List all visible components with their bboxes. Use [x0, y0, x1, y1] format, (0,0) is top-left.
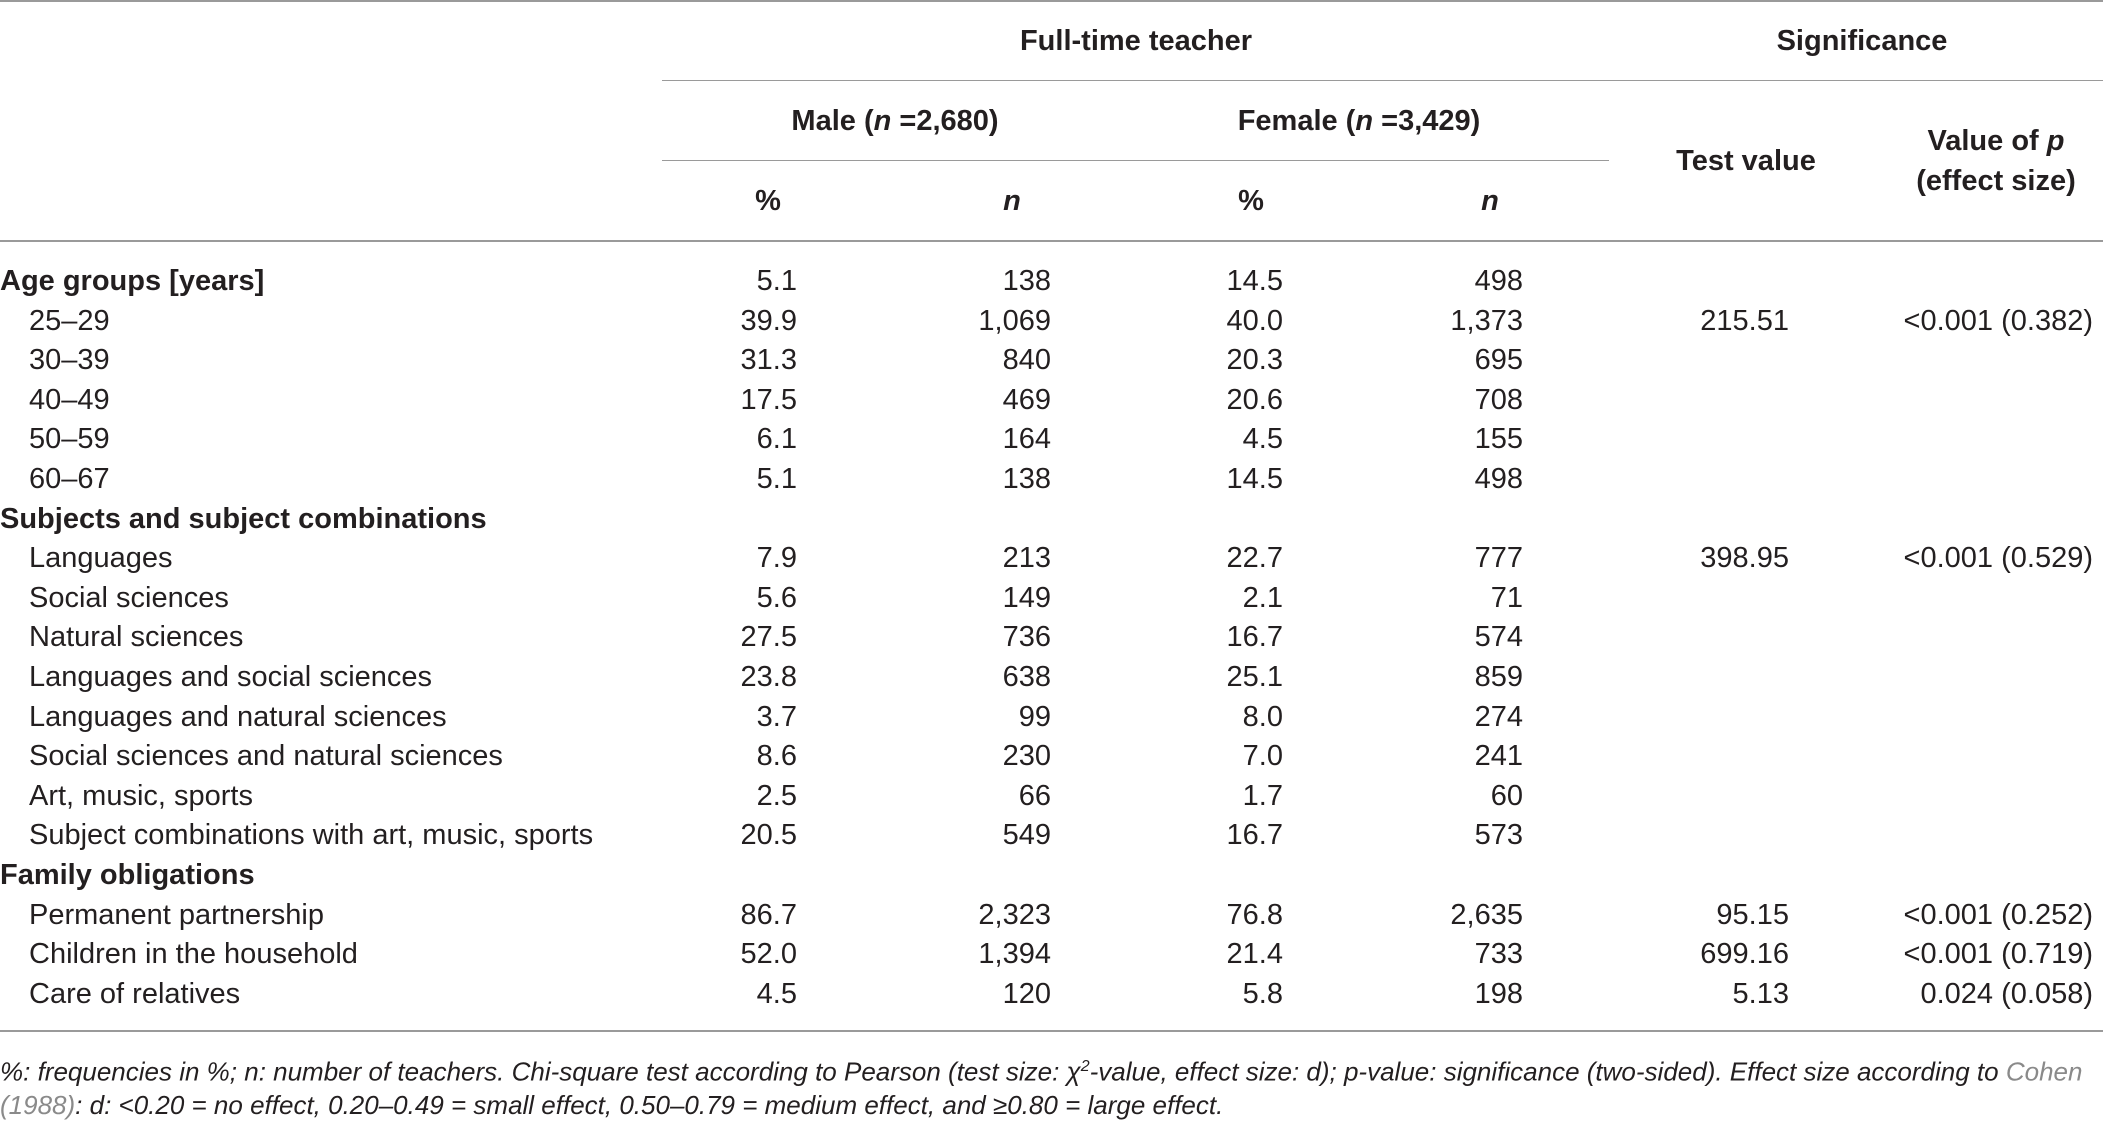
female-pct-cell: 21.4 [1226, 938, 1283, 971]
test-value-cell: 95.15 [1716, 898, 1789, 931]
male-n-cell: 2,323 [978, 898, 1051, 931]
p-value-cell: <0.001 (0.529) [1903, 542, 2093, 575]
male-pct-cell: 2.5 [756, 779, 797, 812]
male-n-cell: 840 [1002, 344, 1051, 377]
row-label: 30–39 [29, 344, 110, 377]
section-label: Age groups [years] [0, 265, 265, 297]
male-pct-cell: 7.9 [756, 542, 797, 575]
female-header: Female (n =3,429) [1237, 105, 1481, 137]
female-n-cell: 708 [1474, 383, 1523, 416]
female-n-cell: 498 [1474, 265, 1523, 297]
female-n-cell: 859 [1474, 661, 1523, 693]
male-n-cell: 1,394 [978, 938, 1051, 971]
male-pct-cell: 4.5 [756, 977, 797, 1010]
female-pct-cell: 1.7 [1242, 779, 1283, 812]
female-pct-cell: 25.1 [1226, 661, 1283, 693]
female-pct-cell: 2.1 [1242, 581, 1283, 614]
value-of-p-header: Value of p [1927, 125, 2065, 157]
male-n-cell: 138 [1002, 463, 1051, 495]
row-label: Languages and natural sciences [29, 700, 447, 733]
row-label: 25–29 [29, 304, 110, 337]
gender-rule [662, 160, 1609, 161]
row-label: Permanent partnership [29, 898, 324, 931]
male-pct-cell: 39.9 [740, 304, 797, 337]
row-label: Languages [29, 542, 173, 575]
female-pct-cell: 16.7 [1226, 621, 1283, 654]
row-label: Care of relatives [29, 977, 241, 1010]
female-pct-cell: 4.5 [1242, 423, 1283, 456]
female-pct-cell: 16.7 [1226, 819, 1283, 852]
female-pct-cell: 14.5 [1226, 463, 1283, 495]
p-value-cell: 0.024 (0.058) [1920, 977, 2093, 1010]
row-label: 40–49 [29, 383, 110, 416]
section-label: Family obligations [0, 859, 255, 891]
male-pct-cell: 6.1 [756, 423, 797, 456]
male-n-cell: 230 [1002, 740, 1051, 773]
female-n-header: n [1481, 185, 1499, 217]
female-pct-header: % [1238, 185, 1264, 217]
female-n-cell: 777 [1474, 542, 1523, 575]
female-n-cell: 498 [1474, 463, 1523, 495]
test-value-cell: 5.13 [1732, 977, 1789, 1010]
row-label: Subject combinations with art, music, sports [29, 819, 594, 852]
male-n-header: n [1003, 185, 1021, 217]
male-n-cell: 99 [1018, 700, 1051, 733]
female-pct-cell: 7.0 [1242, 740, 1283, 773]
p-value-cell: <0.001 (0.382) [1903, 304, 2093, 337]
male-n-cell: 638 [1002, 661, 1051, 693]
male-pct-cell: 5.6 [756, 581, 797, 614]
test-value-cell: 215.51 [1700, 304, 1789, 337]
row-label: 50–59 [29, 423, 110, 456]
male-pct-cell: 8.6 [756, 740, 797, 773]
male-pct-cell: 3.7 [756, 700, 797, 733]
female-n-cell: 155 [1474, 423, 1523, 456]
male-pct-cell: 20.5 [740, 819, 797, 852]
male-n-cell: 66 [1018, 779, 1051, 812]
male-pct-cell: 17.5 [740, 383, 797, 416]
full-time-teacher-rule [662, 80, 2103, 81]
significance-header: Significance [1776, 25, 1948, 57]
male-pct-cell: 31.3 [740, 344, 797, 377]
header-bottom-rule [0, 240, 2103, 242]
citation-year-link[interactable]: (1988) [0, 1090, 76, 1120]
row-label: Social sciences [29, 581, 229, 614]
male-pct-cell: 5.1 [756, 463, 797, 495]
full-time-teacher-header: Full-time teacher [1019, 25, 1253, 57]
female-n-cell: 574 [1474, 621, 1523, 654]
male-pct-cell: 27.5 [740, 621, 797, 654]
male-n-cell: 164 [1002, 423, 1051, 456]
female-pct-cell: 20.3 [1226, 344, 1283, 377]
male-header: Male (n =2,680) [791, 105, 999, 137]
table-bottom-rule [0, 1030, 2103, 1032]
female-n-cell: 733 [1474, 938, 1523, 971]
male-pct-cell: 23.8 [740, 661, 797, 693]
female-pct-cell: 76.8 [1226, 898, 1283, 931]
row-label: Art, music, sports [29, 779, 253, 812]
male-n-cell: 549 [1002, 819, 1051, 852]
female-n-cell: 274 [1474, 700, 1523, 733]
test-value-header: Test value [1676, 145, 1816, 177]
male-pct-cell: 86.7 [740, 898, 797, 931]
female-n-cell: 695 [1474, 344, 1523, 377]
female-pct-cell: 22.7 [1226, 542, 1283, 575]
female-pct-cell: 8.0 [1242, 700, 1283, 733]
female-n-cell: 241 [1474, 740, 1523, 773]
p-value-cell: <0.001 (0.719) [1903, 938, 2093, 971]
female-pct-cell: 14.5 [1226, 265, 1283, 297]
female-n-cell: 198 [1474, 977, 1523, 1010]
male-n-cell: 213 [1002, 542, 1051, 575]
male-n-cell: 120 [1002, 977, 1051, 1010]
table-footnote-line1: %: frequencies in %; n: number of teachers. Chi-square test according to Pearson (test size: $\chi^2$-value, effect size: d); p-value: significance (two-sided). Effect size according to Cohen [0, 1056, 2083, 1087]
section-label: Subjects and subject combinations [0, 502, 487, 535]
female-pct-cell: 20.6 [1226, 383, 1283, 416]
female-n-cell: 1,373 [1450, 304, 1523, 337]
effect-size-header: (effect size) [1916, 165, 2076, 197]
male-pct-cell: 5.1 [756, 265, 797, 297]
row-label: Social sciences and natural sciences [29, 740, 503, 773]
citation-link[interactable]: Cohen [2005, 1056, 2083, 1087]
top-rule [0, 0, 2103, 2]
row-label: Natural sciences [29, 621, 244, 654]
male-n-cell: 138 [1002, 265, 1051, 297]
female-n-cell: 573 [1474, 819, 1523, 852]
test-value-cell: 699.16 [1700, 938, 1789, 971]
female-n-cell: 60 [1490, 779, 1523, 812]
row-label: 60–67 [29, 463, 110, 495]
row-label: Languages and social sciences [29, 661, 433, 693]
p-value-cell: <0.001 (0.252) [1903, 898, 2093, 931]
male-pct-header: % [755, 185, 781, 217]
test-value-cell: 398.95 [1700, 542, 1789, 575]
female-n-cell: 2,635 [1450, 898, 1523, 931]
female-n-cell: 71 [1490, 581, 1523, 614]
male-pct-cell: 52.0 [740, 938, 797, 971]
male-n-cell: 469 [1002, 383, 1051, 416]
male-n-cell: 736 [1002, 621, 1051, 654]
female-pct-cell: 40.0 [1226, 304, 1283, 337]
male-n-cell: 149 [1002, 581, 1051, 614]
male-n-cell: 1,069 [978, 304, 1051, 337]
table-footnote-line2: (1988): d: <0.20 = no effect, 0.20–0.49 = small effect, 0.50–0.79 = medium effect, and ≥0.80 = large effect. [0, 1090, 1224, 1120]
row-label: Children in the household [29, 938, 358, 971]
female-pct-cell: 5.8 [1242, 977, 1283, 1010]
